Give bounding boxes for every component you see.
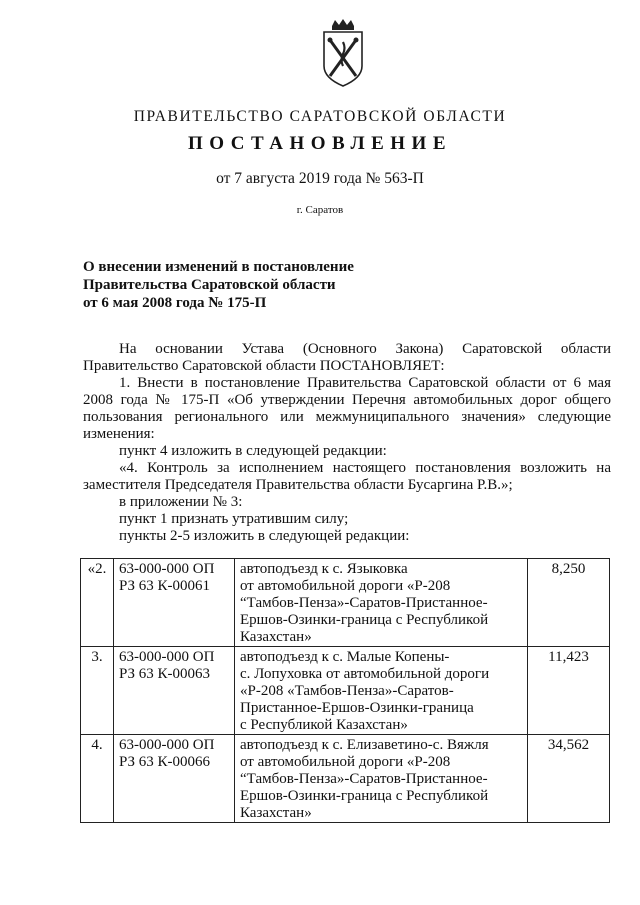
road-description: [235, 647, 528, 735]
row-number: «2.: [81, 559, 114, 647]
description-line: “Тамбов-Пенза»-Саратов-Пристанное-: [240, 771, 488, 787]
description-line: Казахстан»: [240, 805, 312, 821]
point-1-repeal: пункт 1 признать утратившим силу;: [119, 511, 349, 527]
description-line: Пристанное-Ершов-Озинки-граница: [240, 700, 474, 716]
description-line: от автомобильной дороги «Р-208: [240, 754, 451, 770]
road-length: 8,250: [528, 559, 610, 647]
coat-of-arms-icon: [320, 18, 366, 88]
road-id-line: РЗ 63 К-00061: [119, 578, 211, 594]
description-line: автоподъезд к с. Малые Копены-: [240, 649, 450, 665]
item-1-paragraph: 1. Внести в постановление Правительства Саратовской области от 6 мая 2008 года № 175-П «Об утверждении Перечня автомобильных дорог общего пользования регионального или межмуниципального значения» следующие изменения:: [83, 375, 611, 442]
points-2-5-intro: пункты 2-5 изложить в следующей редакции:: [119, 528, 410, 544]
document-subject: [83, 258, 354, 312]
description-line: Казахстан»: [240, 629, 312, 645]
point-4-text: «4. Контроль за исполнением настоящего постановления возложить на заместителя Председателя Правительства области Бусаргина Р.В.»;: [83, 460, 611, 493]
description-line: “Тамбов-Пенза»-Саратов-Пристанное-: [240, 595, 488, 611]
preamble-paragraph: На основании Устава (Основного Закона) Саратовской области Правительство Саратовской области ПОСТАНОВЛЯЕТ:: [83, 341, 611, 374]
road-id-line: 63-000-000 ОП: [119, 561, 215, 577]
description-line: с Республикой Казахстан»: [240, 717, 408, 733]
description-line: автоподъезд к с. Елизаветино-с. Вяжля: [240, 737, 489, 753]
table-row: [81, 559, 610, 647]
road-id-line: РЗ 63 К-00063: [119, 666, 211, 682]
description-line: от автомобильной дороги «Р-208: [240, 578, 451, 594]
description-line: автоподъезд к с. Языковка: [240, 561, 408, 577]
road-id-line: РЗ 63 К-00066: [119, 754, 211, 770]
subject-line: Правительства Саратовской области: [83, 277, 336, 293]
road-id: [114, 559, 235, 647]
road-id: [114, 735, 235, 823]
road-id-line: 63-000-000 ОП: [119, 737, 215, 753]
document-date-number: от 7 августа 2019 года № 563-П: [216, 170, 424, 187]
road-length: 11,423: [528, 647, 610, 735]
document-city: г. Саратов: [296, 204, 344, 216]
document-title: ПОСТАНОВЛЕНИЕ: [187, 133, 453, 154]
subject-line: от 6 мая 2008 года № 175-П: [83, 295, 267, 311]
document-body: [83, 341, 611, 545]
table-row: [81, 647, 610, 735]
road-id: [114, 647, 235, 735]
table-row: [81, 735, 610, 823]
road-length: 34,562: [528, 735, 610, 823]
description-line: с. Лопуховка от автомобильной дороги: [240, 666, 490, 682]
road-id-line: 63-000-000 ОП: [119, 649, 215, 665]
row-number: 3.: [81, 647, 114, 735]
government-name: ПРАВИТЕЛЬСТВО САРАТОВСКОЙ ОБЛАСТИ: [133, 108, 507, 125]
annex-3-intro: в приложении № 3:: [119, 494, 243, 510]
point-4-intro: пункт 4 изложить в следующей редакции:: [119, 443, 387, 459]
description-line: «Р-208 «Тамбов-Пенза»-Саратов-: [240, 683, 454, 699]
row-number: 4.: [81, 735, 114, 823]
roads-table: [80, 558, 610, 823]
description-line: Ершов-Озинки-граница с Республикой: [240, 612, 489, 628]
subject-line: О внесении изменений в постановление: [83, 259, 354, 275]
description-line: Ершов-Озинки-граница с Республикой: [240, 788, 489, 804]
road-description: [235, 559, 528, 647]
road-description: [235, 735, 528, 823]
